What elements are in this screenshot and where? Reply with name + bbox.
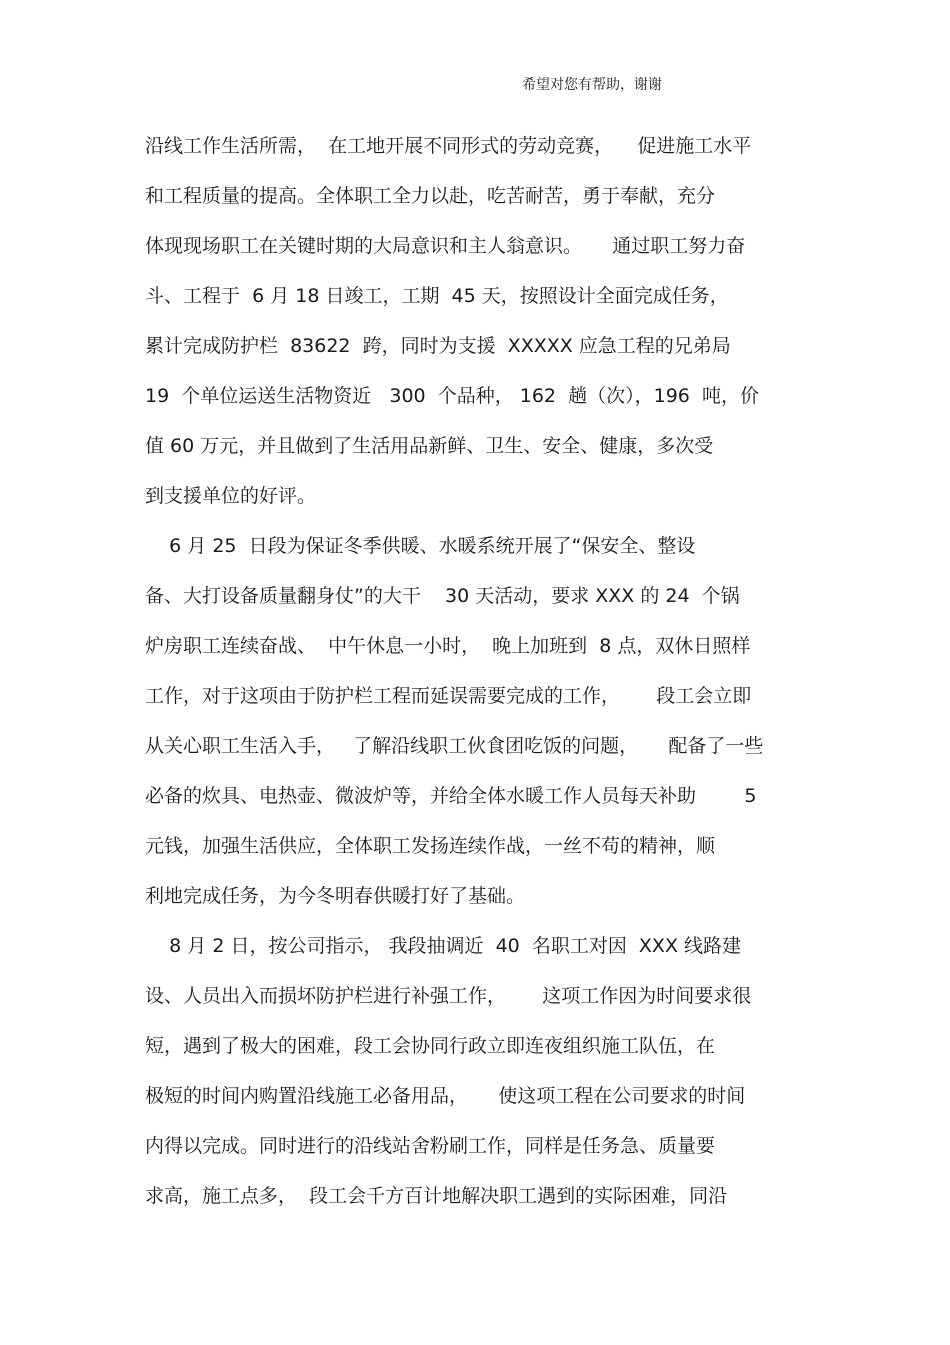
header-note: 希望对您有帮助，谢谢: [522, 77, 662, 93]
text-line: 值 60 万元，并且做到了生活用品新鲜、卫生、安全、健康，多次受: [145, 435, 714, 457]
text-line: 沿线工作生活所需， 在工地开展不同形式的劳动竞赛， 促进施工水平: [145, 135, 752, 157]
text-line: 和工程质量的提高。全体职工全力以赴，吃苦耐苦，勇于奉献，充分: [145, 185, 716, 207]
text-line: 求高，施工点多， 段工会千方百计地解决职工遇到的实际困难，同沿: [145, 1185, 728, 1207]
text-line: 内得以完成。同时进行的沿线站舍粉刷工作，同样是任务急、质量要: [145, 1135, 716, 1157]
text-line: 短，遇到了极大的困难，段工会协同行政立即连夜组织施工队伍，在: [145, 1035, 716, 1057]
body-text: [145, 126, 815, 1226]
text-line: 设、人员出入而损坏防护栏进行补强工作， 这项工作因为时间要求很: [145, 985, 752, 1007]
text-line: 极短的时间内购置沿线施工必备用品， 使这项工程在公司要求的时间: [145, 1085, 746, 1107]
text-line: 元钱，加强生活供应，全体职工发扬连续作战，一丝不苟的精神，顺: [145, 835, 716, 857]
text-line: 8 月 2 日，按公司指示， 我段抽调近 40 名职工对因 XXX 线路建: [145, 935, 741, 957]
text-line: 斗、工程于 6 月 18 日竣工，工期 45 天，按照设计全面完成任务，: [145, 285, 729, 307]
text-line: 工作，对于这项由于防护栏工程而延误需要完成的工作， 段工会立即: [145, 685, 752, 707]
text-line: 到支援单位的好评。: [145, 485, 317, 507]
text-line: 19 个单位运送生活物资近 300 个品种， 162 趟（次），196 吨，价: [145, 385, 759, 407]
text-line: 体现现场职工在关键时期的大局意识和主人翁意识。 通过职工努力奋: [145, 235, 746, 257]
text-line: 利地完成任务，为今冬明春供暖打好了基础。: [145, 885, 526, 907]
text-line: 累计完成防护栏 83622 跨，同时为支援 XXXXX 应急工程的兄弟局: [145, 335, 731, 357]
text-line: 从关心职工生活入手， 了解沿线职工伙食团吃饭的问题， 配备了一些: [145, 735, 764, 757]
text-line: 炉房职工连续奋战、 中午休息一小时， 晚上加班到 8 点，双休日照样: [145, 635, 751, 657]
text-line: 备、大打设备质量翻身仗”的大干 30 天活动，要求 XXX 的 24 个锅: [145, 585, 740, 607]
text-line: 6 月 25 日段为保证冬季供暖、水暖系统开展了“保安全、整设: [145, 535, 696, 557]
text-line: 必备的炊具、电热壶、微波炉等，并给全体水暖工作人员每天补助 5: [145, 785, 757, 807]
